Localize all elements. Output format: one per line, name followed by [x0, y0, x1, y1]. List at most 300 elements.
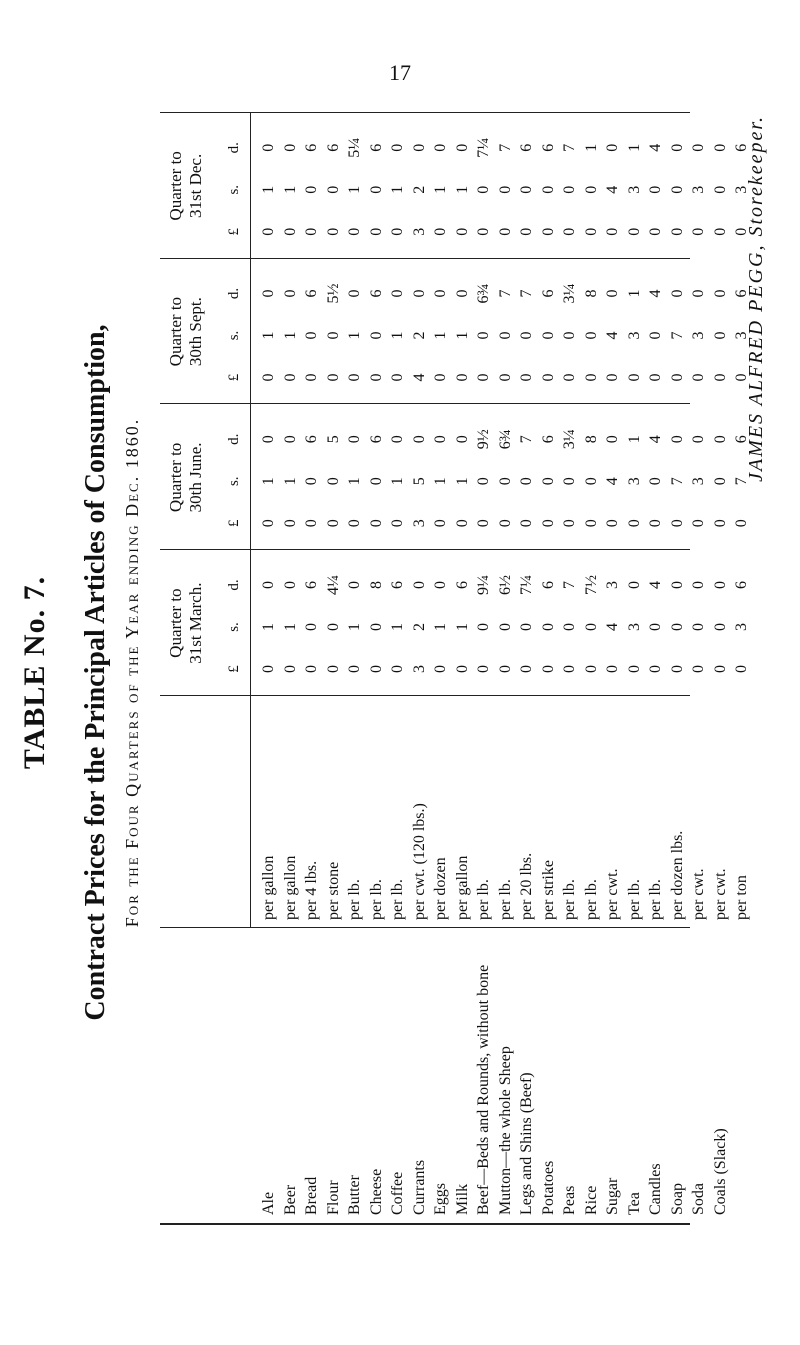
- price-shillings: 1: [453, 185, 471, 194]
- price-pounds: 0: [432, 665, 449, 673]
- price-pence: 6: [539, 143, 557, 152]
- unit-text: per cwt.: [711, 868, 729, 920]
- price-shillings: 0: [518, 623, 535, 631]
- price-pounds: 0: [539, 227, 557, 236]
- price-pence: 3: [604, 581, 621, 589]
- price-pounds: 0: [668, 227, 686, 236]
- price-pounds: 0: [518, 227, 535, 236]
- price-shillings: 0: [496, 185, 514, 194]
- price-pounds: 0: [711, 227, 729, 236]
- article-cell: [731, 928, 753, 1223]
- price-pence: 8: [367, 581, 385, 589]
- price-pounds: 0: [475, 373, 492, 382]
- unit-text: per cwt.: [604, 868, 621, 920]
- price-cell: [602, 550, 624, 696]
- price-pounds: 0: [453, 373, 471, 382]
- price-pounds: 0: [518, 665, 535, 673]
- price-cell: [409, 405, 431, 551]
- price-cell: [430, 259, 452, 405]
- quarter-header: [166, 405, 206, 551]
- price-pounds: 0: [260, 665, 277, 673]
- price-pence: 0: [668, 435, 686, 444]
- price-pence: 0: [604, 143, 621, 152]
- quarter-column: [160, 549, 750, 696]
- price-pounds: 0: [260, 227, 277, 236]
- price-cell: [430, 113, 452, 259]
- price-pence: 4¼: [324, 575, 342, 595]
- article-cell: [538, 928, 560, 1223]
- article-name: Soap: [668, 1183, 686, 1215]
- price-cell: [473, 405, 495, 551]
- article-cell: [495, 928, 517, 1223]
- unit-text: per lb.: [367, 879, 385, 920]
- price-cell: [452, 259, 474, 405]
- price-pence: 6: [733, 289, 750, 298]
- price-cell: [452, 405, 474, 551]
- price-cell: [645, 405, 667, 551]
- quarter-column: [160, 258, 750, 405]
- price-pence: 0: [410, 581, 428, 589]
- price-shillings: 1: [260, 185, 277, 194]
- price-shillings: 0: [582, 477, 600, 486]
- price-pounds: 0: [561, 519, 578, 528]
- article-name: Beer: [281, 1184, 299, 1215]
- price-pounds: 0: [367, 665, 385, 673]
- article-name: Cheese: [367, 1168, 385, 1215]
- price-pence: 0: [604, 435, 621, 444]
- article-name: Rice: [582, 1185, 600, 1215]
- article-cell: [581, 928, 603, 1223]
- table-title: Contract Prices for the Principal Articles of Consumption,: [80, 324, 111, 1021]
- price-shillings: 0: [324, 623, 342, 631]
- article-cell: [366, 928, 388, 1223]
- unit-cell: [559, 696, 581, 928]
- price-shillings: 0: [711, 331, 729, 340]
- article-name: Flour: [324, 1180, 342, 1215]
- money-label-shillings: s.: [226, 476, 242, 487]
- price-pence: 8: [582, 289, 600, 298]
- price-shillings: 0: [647, 623, 664, 631]
- price-pence: 6: [367, 143, 385, 152]
- price-cell: [409, 550, 431, 696]
- price-shillings: 1: [281, 331, 299, 340]
- price-shillings: 1: [260, 477, 277, 486]
- price-shillings: 2: [410, 331, 428, 340]
- price-pence: 0: [389, 289, 406, 298]
- price-pence: 6: [367, 289, 385, 298]
- price-shillings: 1: [281, 477, 299, 486]
- price-pounds: 0: [604, 227, 621, 236]
- money-label-pence: d.: [226, 433, 242, 445]
- price-cell: [559, 113, 581, 259]
- article-cell: [258, 928, 280, 1223]
- price-pounds: 0: [432, 519, 449, 528]
- article-name: Coals (Slack): [711, 1128, 729, 1215]
- price-shillings: 1: [432, 331, 449, 340]
- price-pounds: 0: [711, 665, 729, 673]
- price-pounds: 0: [475, 519, 492, 528]
- price-cell: [430, 550, 452, 696]
- price-shillings: 4: [604, 331, 621, 340]
- price-pence: 7: [561, 143, 578, 152]
- price-pounds: 0: [668, 519, 686, 528]
- unit-text: per lb.: [346, 879, 363, 920]
- price-shillings: 0: [668, 185, 686, 194]
- price-pence: 0: [690, 289, 707, 298]
- price-pounds: 0: [324, 519, 342, 528]
- price-shillings: 3: [625, 477, 643, 486]
- price-shillings: 0: [711, 185, 729, 194]
- price-shillings: 0: [475, 185, 492, 194]
- price-shillings: 0: [561, 331, 578, 340]
- unit-text: per lb.: [475, 879, 492, 920]
- price-pence: 0: [410, 143, 428, 152]
- price-shillings: 4: [604, 623, 621, 631]
- price-pence: 0: [453, 435, 471, 444]
- price-pence: 6: [539, 581, 557, 589]
- price-pounds: 0: [561, 665, 578, 673]
- price-shillings: 3: [733, 185, 750, 194]
- price-pounds: 0: [389, 665, 406, 673]
- money-label-pence: d.: [226, 579, 242, 591]
- price-cell: [452, 550, 474, 696]
- price-pence: 3¼: [561, 429, 578, 450]
- price-shillings: 0: [561, 623, 578, 631]
- price-pence: 0: [668, 289, 686, 298]
- price-pence: 6¾: [496, 429, 514, 450]
- article-name: Butter: [346, 1175, 363, 1215]
- price-cell: [581, 550, 603, 696]
- unit-text: per strike: [539, 860, 557, 920]
- price-pounds: 0: [260, 373, 277, 382]
- unit-text: per dozen lbs.: [668, 830, 686, 920]
- price-shillings: 1: [453, 477, 471, 486]
- price-shillings: 1: [389, 185, 406, 194]
- price-shillings: 0: [647, 185, 664, 194]
- price-cell: [495, 550, 517, 696]
- price-pounds: 0: [690, 519, 707, 528]
- price-cell: [645, 259, 667, 405]
- price-pence: 9¼: [475, 575, 492, 595]
- price-shillings: 0: [303, 623, 320, 631]
- price-pounds: 0: [539, 373, 557, 382]
- price-cell: [538, 259, 560, 405]
- price-pence: 0: [432, 289, 449, 298]
- price-shillings: 0: [539, 185, 557, 194]
- quarter-header-line2: 31st March.: [186, 582, 205, 664]
- money-label-pence: d.: [226, 287, 242, 300]
- unit-cell: [366, 696, 388, 928]
- article-name: Currants: [410, 1159, 428, 1215]
- unit-cell: [688, 696, 710, 928]
- price-shillings: 0: [475, 331, 492, 340]
- price-cell: [344, 405, 366, 551]
- price-pence: 5: [324, 435, 342, 444]
- quarter-header: [166, 113, 206, 259]
- price-shillings: 4: [604, 477, 621, 486]
- price-shillings: 3: [690, 477, 707, 486]
- price-pence: 0: [389, 435, 406, 444]
- article-cell: [602, 928, 624, 1223]
- price-pence: 1: [625, 435, 643, 444]
- price-pence: 0: [346, 435, 363, 444]
- price-cell: [581, 113, 603, 259]
- price-shillings: 0: [367, 331, 385, 340]
- price-shillings: 1: [389, 331, 406, 340]
- price-pounds: 0: [389, 519, 406, 528]
- unit-cell: [323, 696, 345, 928]
- price-shillings: 3: [625, 623, 643, 631]
- price-shillings: 2: [410, 185, 428, 194]
- quarter-header-line2: 30th June.: [186, 442, 205, 513]
- price-cell: [602, 259, 624, 405]
- price-shillings: 0: [582, 331, 600, 340]
- unit-text: per lb.: [582, 879, 600, 920]
- price-shillings: 3: [733, 331, 750, 340]
- price-cell: [430, 405, 452, 551]
- price-shillings: 0: [539, 331, 557, 340]
- price-cell: [323, 405, 345, 551]
- unit-cell: [731, 696, 753, 928]
- price-cell: [258, 259, 280, 405]
- price-pounds: 0: [346, 373, 363, 382]
- price-pence: 0: [432, 143, 449, 152]
- price-pence: 0: [668, 581, 686, 589]
- price-cell: [688, 550, 710, 696]
- price-cell: [688, 405, 710, 551]
- unit-cell: [538, 696, 560, 928]
- price-pounds: 0: [281, 227, 299, 236]
- price-cell: [710, 259, 732, 405]
- article-name: Eggs: [432, 1183, 449, 1215]
- price-pounds: 0: [625, 519, 643, 528]
- article-cell: [280, 928, 302, 1223]
- unit-text: per dozen: [432, 857, 449, 920]
- price-pence: 5½: [324, 283, 342, 304]
- price-shillings: 2: [410, 623, 428, 631]
- price-shillings: 0: [647, 477, 664, 486]
- article-cell: [710, 928, 732, 1223]
- article-cell: [559, 928, 581, 1223]
- price-pounds: 0: [647, 227, 664, 236]
- price-pence: 7: [518, 289, 535, 298]
- price-pounds: 0: [625, 373, 643, 382]
- price-pounds: 0: [367, 373, 385, 382]
- price-cell: [559, 550, 581, 696]
- price-pounds: 0: [475, 665, 492, 673]
- price-shillings: 4: [604, 185, 621, 194]
- price-shillings: 0: [539, 623, 557, 631]
- price-pence: 0: [346, 289, 363, 298]
- price-cell: [495, 113, 517, 259]
- quarter-column: [160, 404, 750, 551]
- unit-cell: [710, 696, 732, 928]
- quarter-header: [166, 259, 206, 405]
- unit-cell: [645, 696, 667, 928]
- price-pence: 6: [733, 435, 750, 444]
- price-shillings: 1: [346, 477, 363, 486]
- price-shillings: 1: [260, 623, 277, 631]
- unit-cell: [624, 696, 646, 928]
- storekeeper-signature: JAMES ALFRED PEGG, Storekeeper.: [745, 115, 767, 482]
- price-pounds: 0: [647, 519, 664, 528]
- price-cell: [516, 113, 538, 259]
- price-cell: [624, 259, 646, 405]
- price-pence: 6: [539, 435, 557, 444]
- price-cell: [366, 113, 388, 259]
- article-name: Peas: [561, 1185, 578, 1215]
- money-label-pounds: £: [226, 228, 242, 236]
- quarter-header-line2: 30th Sept.: [186, 297, 205, 367]
- unit-cell: [495, 696, 517, 928]
- price-pounds: 0: [711, 519, 729, 528]
- price-pounds: 0: [453, 665, 471, 673]
- price-cell: [323, 550, 345, 696]
- price-pounds: 0: [346, 227, 363, 236]
- price-pence: 4: [647, 435, 664, 444]
- price-shillings: 0: [561, 477, 578, 486]
- price-pence: 6: [733, 143, 750, 152]
- price-pence: 7: [518, 435, 535, 444]
- unit-text: per gallon: [453, 855, 471, 920]
- unit-text: per 4 lbs.: [303, 860, 320, 920]
- article-name: Potatoes: [539, 1160, 557, 1215]
- price-pounds: 0: [453, 519, 471, 528]
- unit-text: per lb.: [625, 879, 643, 920]
- price-shillings: 0: [367, 185, 385, 194]
- price-pounds: 0: [690, 227, 707, 236]
- price-cell: [366, 405, 388, 551]
- price-pounds: 0: [711, 373, 729, 382]
- price-shillings: 0: [711, 477, 729, 486]
- price-pounds: 0: [625, 227, 643, 236]
- price-shillings: 0: [475, 623, 492, 631]
- price-cell: [301, 405, 323, 551]
- price-shillings: 1: [432, 185, 449, 194]
- price-pounds: 0: [303, 227, 320, 236]
- price-pence: 6¾: [475, 283, 492, 304]
- price-pence: 0: [410, 435, 428, 444]
- price-cell: [452, 113, 474, 259]
- price-shillings: 3: [733, 623, 750, 631]
- article-cell: [688, 928, 710, 1223]
- unit-text: per lb.: [496, 879, 514, 920]
- article-name: Legs and Shins (Beef): [518, 1072, 535, 1215]
- article-cell: [301, 928, 323, 1223]
- price-shillings: 0: [496, 331, 514, 340]
- price-shillings: 1: [453, 331, 471, 340]
- article-name: Beef—Beds and Rounds, without bone: [475, 964, 492, 1215]
- unit-cell: [301, 696, 323, 928]
- price-shillings: 0: [647, 331, 664, 340]
- units-column: [160, 695, 750, 928]
- price-shillings: 1: [281, 623, 299, 631]
- price-cell: [301, 550, 323, 696]
- price-shillings: 0: [303, 477, 320, 486]
- price-shillings: 1: [432, 477, 449, 486]
- price-pence: 0: [281, 581, 299, 589]
- price-cell: [581, 259, 603, 405]
- price-pounds: 0: [324, 227, 342, 236]
- price-pence: 0: [625, 581, 643, 589]
- article-cell: [344, 928, 366, 1223]
- price-pounds: 0: [604, 373, 621, 382]
- unit-cell: [387, 696, 409, 928]
- price-cell: [301, 113, 323, 259]
- price-cell: [344, 113, 366, 259]
- price-pence: 6: [303, 143, 320, 152]
- price-pounds: 0: [518, 373, 535, 382]
- price-cell: [581, 405, 603, 551]
- quarter-header-line1: Quarter to: [166, 588, 185, 658]
- price-pounds: 0: [582, 227, 600, 236]
- unit-cell: [409, 696, 431, 928]
- price-shillings: 0: [582, 185, 600, 194]
- price-pounds: 0: [432, 227, 449, 236]
- price-cell: [280, 259, 302, 405]
- unit-cell: [516, 696, 538, 928]
- price-pence: 7¼: [475, 137, 492, 158]
- price-cell: [409, 259, 431, 405]
- price-cell: [667, 259, 689, 405]
- price-pence: 8: [582, 435, 600, 444]
- article-cell: [473, 928, 495, 1223]
- price-pence: 1: [582, 143, 600, 152]
- unit-text: per cwt. (120 lbs.): [410, 803, 428, 920]
- price-pounds: 0: [346, 665, 363, 673]
- article-cell: [645, 928, 667, 1223]
- price-pounds: 0: [303, 665, 320, 673]
- article-name: Milk: [453, 1183, 471, 1215]
- price-pounds: 0: [733, 665, 750, 673]
- price-pence: 7¼: [518, 575, 535, 595]
- price-shillings: 0: [711, 623, 729, 631]
- money-label-pence: d.: [226, 142, 242, 154]
- price-shillings: 1: [453, 623, 471, 631]
- price-pounds: 0: [281, 519, 299, 528]
- price-cell: [323, 259, 345, 405]
- price-pounds: 4: [410, 373, 428, 382]
- price-cell: [645, 113, 667, 259]
- quarter-header-line1: Quarter to: [166, 151, 185, 221]
- price-cell: [538, 405, 560, 551]
- price-pounds: 0: [733, 227, 750, 236]
- price-cell: [602, 405, 624, 551]
- price-shillings: 0: [539, 477, 557, 486]
- article-name: Bread: [303, 1176, 320, 1215]
- price-shillings: 0: [303, 185, 320, 194]
- price-shillings: 0: [496, 477, 514, 486]
- article-name: Tea: [625, 1192, 643, 1215]
- price-pounds: 0: [561, 227, 578, 236]
- price-pence: 0: [453, 143, 471, 152]
- price-pounds: 0: [496, 227, 514, 236]
- price-cell: [538, 550, 560, 696]
- article-name: Coffee: [389, 1171, 406, 1215]
- price-pounds: 0: [303, 519, 320, 528]
- price-cell: [667, 113, 689, 259]
- price-pounds: 3: [410, 227, 428, 236]
- price-pence: 7: [561, 581, 578, 589]
- price-cell: [366, 259, 388, 405]
- price-cell: [344, 259, 366, 405]
- quarter-header-line2: 31st Dec.: [186, 153, 205, 218]
- price-pounds: 0: [690, 665, 707, 673]
- price-cell: [280, 405, 302, 551]
- price-shillings: 0: [367, 477, 385, 486]
- article-cell: [667, 928, 689, 1223]
- unit-cell: [473, 696, 495, 928]
